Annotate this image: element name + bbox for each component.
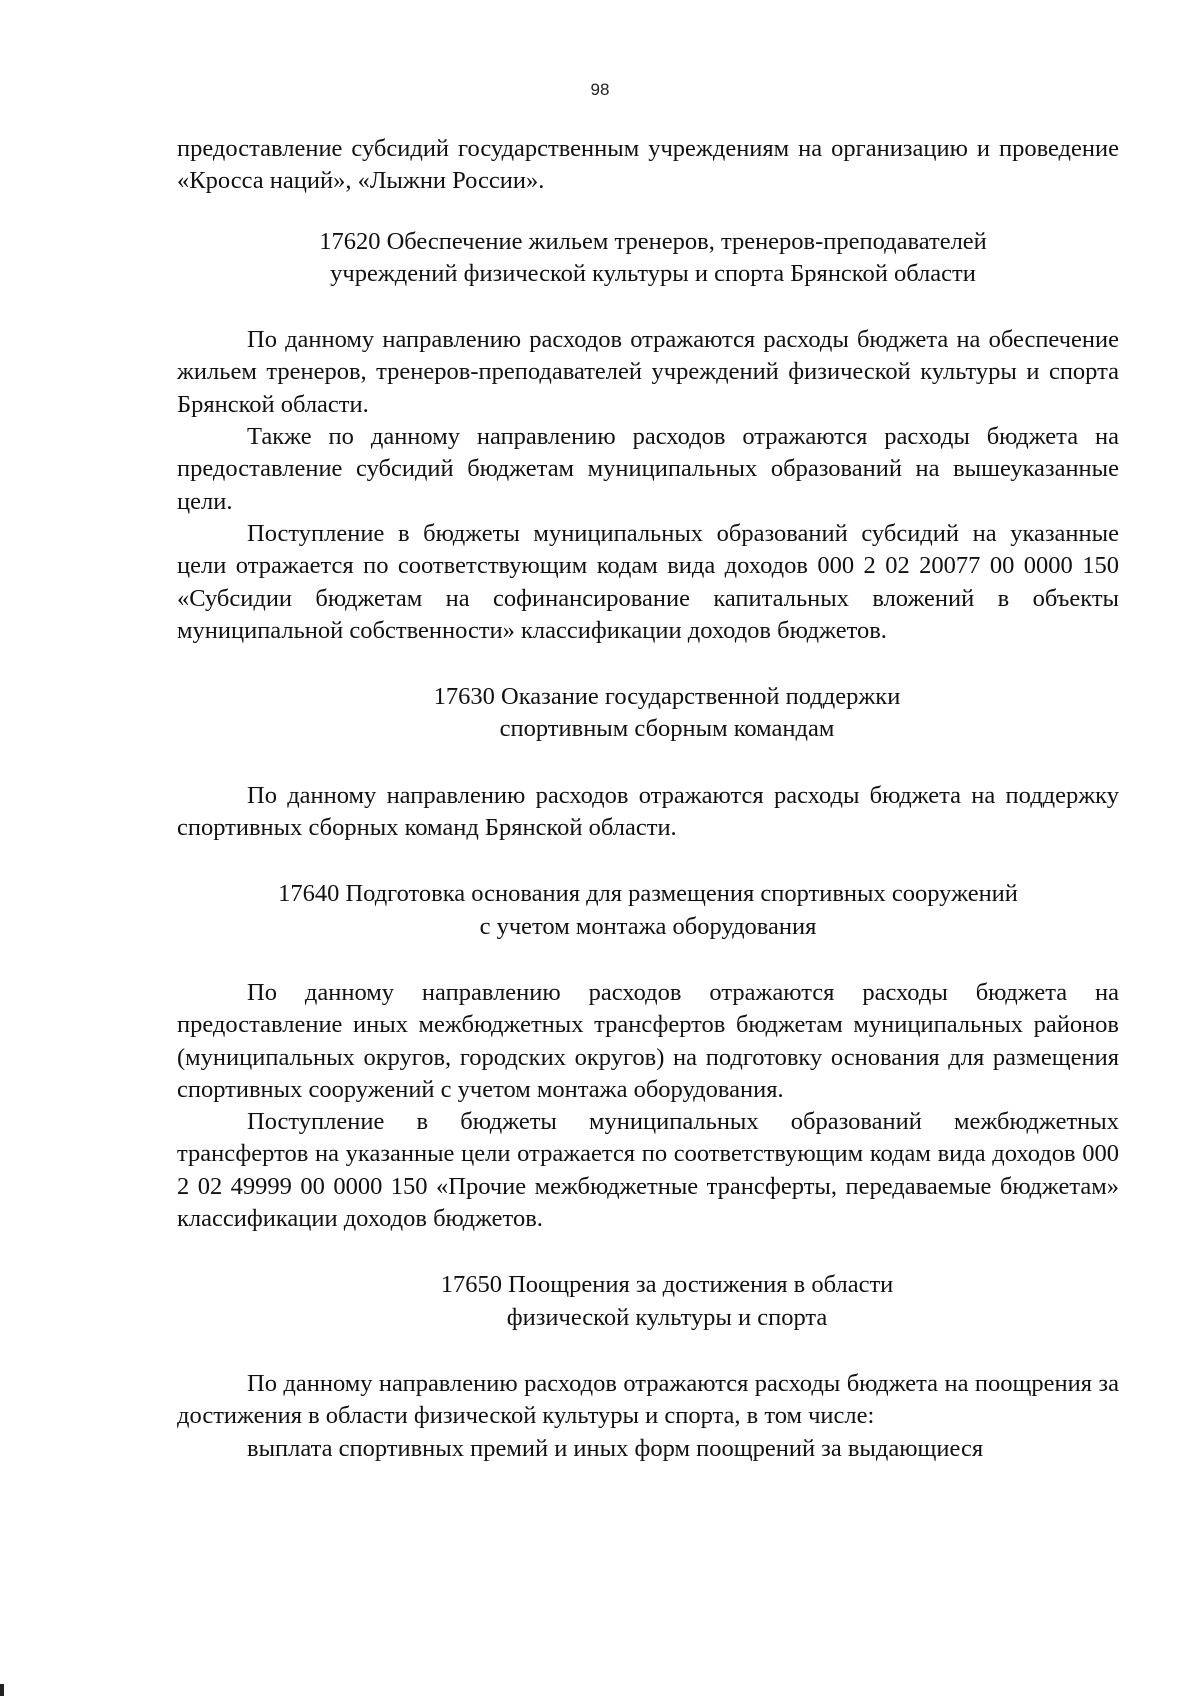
paragraph: По данному направлению расходов отражаются расходы бюджета на поощрения за достижения в области физической культуры и спорта, в том числе: [177,1369,1119,1430]
section-heading-17640 [177,878,1119,943]
heading-line: 17640 Подготовка основания для размещения спортивных сооружений [278,880,1018,908]
scan-edge-mark [0,1684,4,1696]
document-body [177,133,1119,1465]
paragraph: Поступление в бюджеты муниципальных образований межбюджетных трансфертов на указанные цели отражается по соответствующим кодам вида доходов 000 2 02 49999 00 0000 150 «Прочие межбюджетные трансферты, передаваемые бюджетам» классификации доходов бюджетов. [177,1108,1119,1233]
paragraph: выплата спортивных премий и иных форм поощрений за выдающиеся [247,1434,984,1462]
page-number: 98 [590,80,610,99]
paragraph: Поступление в бюджеты муниципальных образований субсидий на указанные цели отражается по соответствующим кодам вида доходов 000 2 02 20077 00 0000 150 «Субсидии бюджетам на софинансирование капитальных вложений в объекты муниципальной собственности» классификации доходов бюджетов. [177,519,1119,644]
paragraph: По данному направлению расходов отражаются расходы бюджета на поддержку спортивных сборных команд Брянской области. [177,781,1119,842]
section-heading-17630 [177,681,1119,746]
section-heading-17620 [177,226,1119,291]
heading-line: 17650 Поощрения за достижения в области [440,1271,894,1299]
intro-paragraph: предоставление субсидий государственным учреждениям на организацию и проведение «Кросса наций», «Лыжни России». [177,135,1119,195]
heading-line: физической культуры и спорта [506,1303,828,1331]
paragraph: По данному направлению расходов отражаются расходы бюджета на обеспечение жильем тренеров, тренеров-преподавателей учреждений физической культуры и спорта Брянской области. [177,326,1119,418]
heading-line: спортивным сборным командам [499,715,835,743]
heading-line: 17630 Оказание государственной поддержки [433,683,901,711]
paragraph: По данному направлению расходов отражаются расходы бюджета на предоставление иных межбюджетных трансфертов бюджетам муниципальных районов (муниципальных округов, городских округов) на подготовку основания для размещения спортивных сооружений с учетом монтажа оборудования. [177,978,1119,1103]
heading-line: с учетом монтажа оборудования [479,912,817,940]
heading-line: 17620 Обеспечение жильем тренеров, тренеров-преподавателей [319,227,987,255]
section-heading-17650 [177,1269,1119,1334]
paragraph: Также по данному направлению расходов отражаются расходы бюджета на предоставление субсидий бюджетам муниципальных образований на вышеуказанные цели. [177,423,1119,515]
heading-line: учреждений физической культуры и спорта Брянской области [330,259,976,287]
